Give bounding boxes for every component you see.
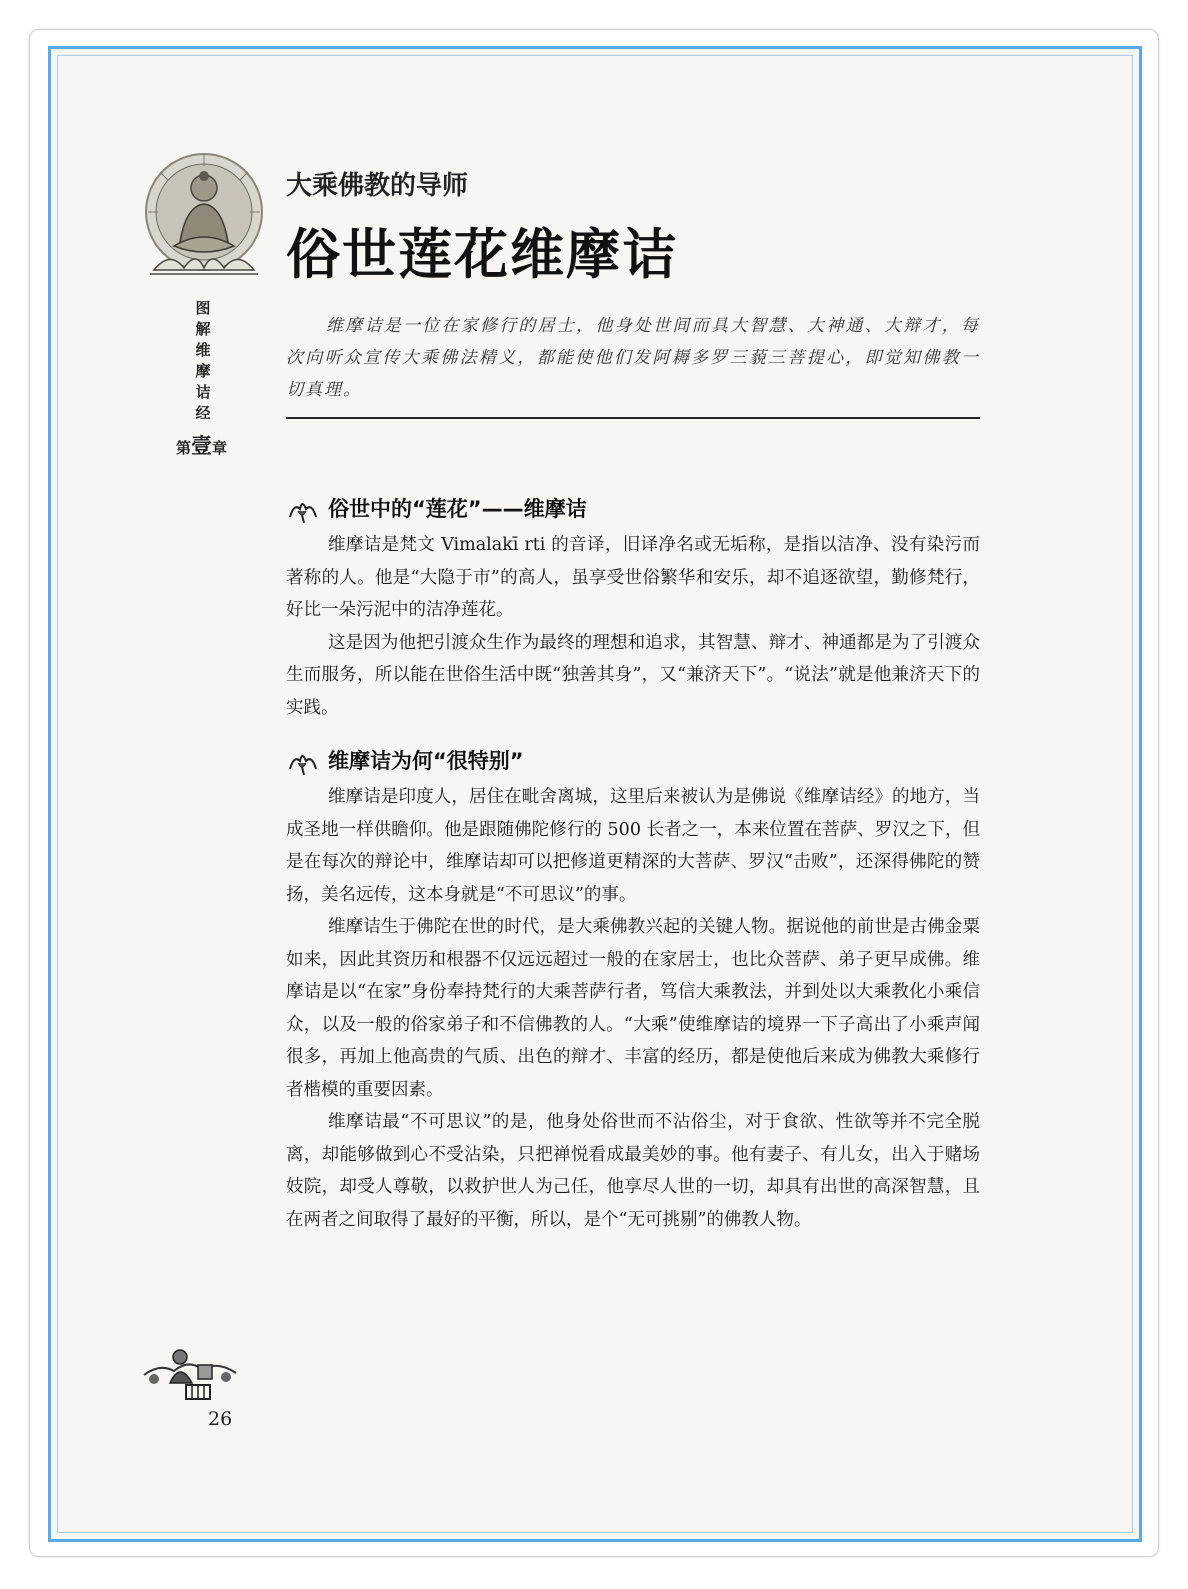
buddha-medallion-icon	[140, 150, 268, 290]
book-title-char: 维	[195, 341, 211, 359]
book-title-char: 摩	[195, 362, 211, 380]
lotus-flower-icon	[286, 749, 320, 775]
book-title-char: 诘	[195, 383, 211, 401]
intro-paragraph: 维摩诘是一位在家修行的居士，他身处世间而具大智慧、大神通、大辩才，每次向听众宣传大乘佛法精义，都能使他们发阿耨多罗三藐三菩提心，即觉知佛教一切真理。	[286, 316, 980, 400]
chapter-label	[176, 430, 227, 460]
scene-illustration-icon	[140, 1335, 240, 1405]
body-paragraph: 维摩诘是梵文 Vimalakī rti 的音译，旧译净名或无垢称，是指以洁净、没有染污而著称的人。他是“大隐于市”的高人，虽享受世俗繁华和安乐，却不追逐欲望，勤修梵行，好比一朵污泥中的洁净莲花。	[286, 535, 980, 620]
section-heading-text: 俗世中的“莲花”——维摩诘	[328, 497, 587, 521]
page-title: 俗世莲花维摩诘	[286, 223, 678, 286]
body-paragraph: 维摩诘是印度人，居住在毗舍离城，这里后来被认为是佛说《维摩诘经》的地方，当成圣地一样供瞻仰。他是跟随佛陀修行的 500 长者之一，本来位置在菩萨、罗汉之下，但是在每次的辩论中，维摩诘却可以把修道更精深的大菩萨、罗汉“击败”，还深得佛陀的赞扬，美名远传，这本身就是“不可思议”的事。	[286, 787, 980, 905]
section-heading	[286, 746, 524, 776]
chapter-suffix: 章	[212, 439, 228, 457]
section-body	[286, 781, 980, 1236]
book-title-vertical	[190, 298, 216, 424]
divider	[286, 417, 980, 419]
lotus-flower-icon	[286, 497, 320, 523]
section-heading-text: 维摩诘为何“很特别”	[328, 749, 524, 773]
section-heading	[286, 494, 587, 524]
chapter-prefix: 第	[176, 439, 192, 457]
book-title-char: 解	[195, 320, 211, 338]
page-number: 26	[208, 1408, 233, 1430]
section-kicker: 大乘佛教的导师	[286, 171, 469, 201]
section-body	[286, 529, 980, 724]
body-paragraph: 维摩诘最“不可思议”的是，他身处俗世而不沾俗尘，对于食欲、性欲等并不完全脱离，却能够做到心不受沾染，只把禅悦看成最美妙的事。他有妻子、有儿女，出入于赌场妓院，却受人尊敬，以救护世人为己任，他享尽人世的一切，却具有出世的高深智慧，且在两者之间取得了最好的平衡，所以，是个“无可挑剔”的佛教人物。	[286, 1112, 980, 1230]
body-paragraph: 维摩诘生于佛陀在世的时代，是大乘佛教兴起的关键人物。据说他的前世是古佛金粟如来，因此其资历和根器不仅远远超过一般的在家居士，也比众菩萨、弟子更早成佛。维摩诘是以“在家”身份奉持梵行的大乘菩萨行者，笃信大乘教法，并到处以大乘教化小乘信众，以及一般的俗家弟子和不信佛教的人。“大乘”使维摩诘的境界一下子高出了小乘声闻很多，再加上他高贵的气质、出色的辩才、丰富的经历，都是使他后来成为佛教大乘修行者楷模的重要因素。	[286, 917, 980, 1100]
body-paragraph: 这是因为他把引渡众生作为最终的理想和追求，其智慧、辩才、神通都是为了引渡众生而服务，所以能在世俗生活中既“独善其身”，又“兼济天下”。“说法”就是他兼济天下的实践。	[286, 632, 980, 718]
chapter-number: 壹	[191, 434, 213, 458]
book-title-char: 经	[195, 404, 211, 422]
book-title-char: 图	[195, 299, 211, 317]
